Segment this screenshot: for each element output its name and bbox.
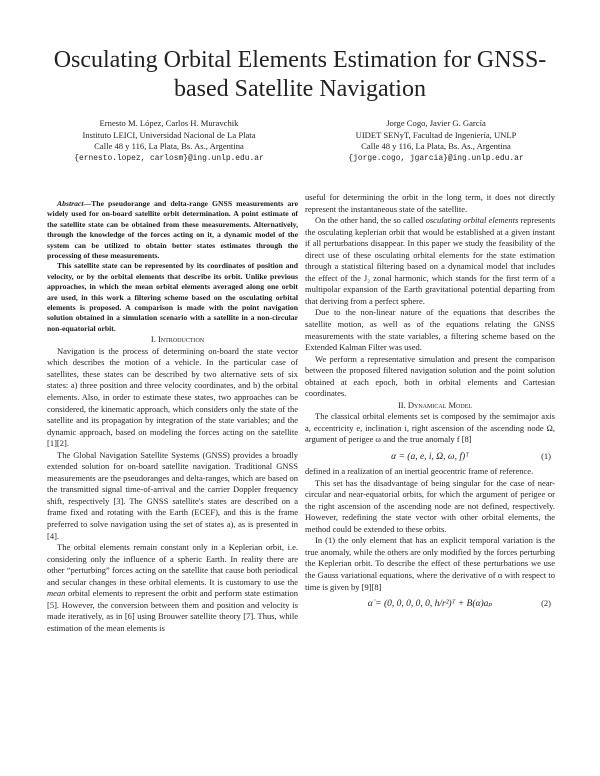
intro-paragraph-4 bbox=[305, 215, 555, 307]
model-paragraph-4: In (1) the only element that has an explicit temporal variation is the true anomaly, while the others are only modified by the forces perturbing the Keplerian orbit. To describe the effect of these perturbations we use the Gauss variational equations, where the derivative of α with respect to time is given by [9][8] bbox=[305, 535, 555, 592]
intro-paragraph-2: The Global Navigation Satellite Systems (GNSS) provides a broadly extended solution for on-board satellite navigation. Traditional GNSS measurements are the pseudoranges and delta-ranges, which are based on the transmitted signal time-of-arrival and the carrier Doppler frequency shift, respectively [3]. The GNSS satellite's states are described on a frame fixed and rotating with the Earth (ECEF), and this is the frame preferred to solve navigation using the set of states a), as is presented in [4]. bbox=[47, 449, 298, 541]
abstract-lead: Abstract bbox=[57, 199, 84, 208]
right-column bbox=[305, 192, 555, 613]
abstract-paragraph-1 bbox=[47, 199, 298, 261]
equation-2 bbox=[305, 593, 555, 613]
intro-emphasis-mean: mean bbox=[47, 588, 66, 599]
intro-paragraph-1: Navigation is the process of determining on-board the state vector which describes the motion of a vehicle. In the particular case of satellites, these states can be described by two alternative sets of six states: a) three position and three velocity coordinates, and b) the orbital elements. Also, in order to estimate these states, two approaches can be considered, the kinematic approach, which considers only the state of the satellite and its propagation by integration of the state variables; and the dynamic approach, based on modeling the forces acting on the satellite [1][2]. bbox=[47, 345, 298, 449]
section-heading-dynamical-model: II. Dynamical Model bbox=[397, 399, 473, 410]
intro-paragraph-5: Due to the non-linear nature of the equations that describes the satellite motion, as well as of the equations relating the GNSS measurements with the state variables, a filtering scheme based on the Extended Kalman Filter was used. bbox=[305, 307, 555, 353]
author-email: {jorge.cogo, jgarcia}@ing.unlp.edu.ar bbox=[348, 153, 524, 163]
intro-text-4a: On the other hand, the so called bbox=[315, 215, 426, 226]
model-paragraph-2: defined in a realization of an inertial geocentric frame of reference. bbox=[305, 466, 534, 477]
paper-title: Osculating Orbital Elements Estimation for GNSS-based Satellite Navigation bbox=[53, 47, 547, 102]
equation-2-number: (2) bbox=[541, 598, 551, 609]
left-column bbox=[47, 199, 298, 635]
author-names: Jorge Cogo, Javier G. García bbox=[386, 118, 486, 128]
model-paragraph-3: This set has the disadvantage of being singular for the case of near-circular and near-equatorial orbits, for which the argument of perigee or the right ascension of the ascending node are not defined, respectively. However, redefining the state vector with other orbital elements, the method could be extended to these orbits. bbox=[305, 477, 555, 534]
intro-text-4b: represents the osculating keplerian orbit that would be established at a given instant if all perturbations disappear. In this paper we study the feasibility of the direct use of these osculating orbital elements for the state estimation through a statistical filtering based on a dynamical model that includes the effect of the J₂ zonal harmonic, which stands for the first term of a multipolar expansion of the Earth gravitational potential departing from that deriving from a perfect sphere. bbox=[305, 215, 555, 306]
equation-1 bbox=[305, 446, 555, 466]
section-heading-introduction: I. Introduction bbox=[150, 334, 205, 345]
author-affiliation: Instituto LEICI, Universidad Nacional de La Plata bbox=[82, 129, 256, 140]
intro-continued: useful for determining the orbit in the long term, it does not directly represent the instantaneous state of the satellite. bbox=[305, 192, 555, 214]
intro-text-3a: The orbital elements remain constant only in a Keplerian orbit, i.e. considering only the influence of a spheric Earth. In reality there are other “perturbing” forces acting on the satellite that cause both periodical and secular changes in these orbital elements. It is customary to use the bbox=[47, 542, 298, 587]
intro-emphasis-osculating: osculating orbital elements bbox=[425, 215, 519, 226]
author-address: Calle 48 y 116, La Plata, Bs. As., Argentina bbox=[94, 141, 244, 152]
abstract-text-1: —The pseudorange and delta-range GNSS measurements are widely used for on-board satellite orbit determination. A point estimate of the satellite state can be obtained from these measurements. Alternatively, through the knowledge of the forces acting on it, a dynamic model of the system can be utilized to obtain better states estimates through the processing of these measurements. bbox=[47, 199, 298, 261]
intro-text-3b: orbital elements to represent the orbit and perform state estimation [5]. However, the conversion between them and position and velocity is made iteratively, as in [6] using Brouwer satellite theory [7]. Thus, while estimation of the mean elements is bbox=[47, 588, 298, 633]
equation-2-body: α̇ = (0, 0, 0, 0, 0, h/r²)ᵀ + B(α)aₚ bbox=[367, 599, 493, 610]
equation-1-body: α = (a, e, i, Ω, ω, f)ᵀ bbox=[391, 452, 469, 463]
abstract-paragraph-2: This satellite state can be represented by its coordinates of position and velocity, or by the orbital elements that describe its orbit. Unlike previous approaches, in which the mean orbital elements averaged along one orbit are used, in this work a filtering scheme based on the osculating orbital elements is proposed. A comparison is made with the point navigation solution obtained in a simulation scenario with a satellite in a non-circular non-equatorial orbit. bbox=[47, 261, 298, 333]
author-address: Calle 48 y 116, La Plata, Bs. As., Argentina bbox=[361, 141, 511, 152]
author-block-1 bbox=[38, 118, 300, 164]
author-email: {ernesto.lopez, carlosm}@ing.unlp.edu.ar bbox=[74, 153, 264, 163]
model-paragraph-1: The classical orbital elements set is composed by the semimajor axis a, eccentricity e, inclination i, right ascension of the ascending node Ω, argument of perigee ω and the true anomaly f [8] bbox=[305, 411, 555, 445]
author-affiliation: UIDET SENyT, Facultad de Ingeniería, UNLP bbox=[355, 129, 517, 140]
author-block-2 bbox=[306, 118, 566, 164]
intro-paragraph-6: We perform a representative simulation and present the comparison between the proposed filtered navigation solution and the point solution obtained at each epoch, both in orbital elements and Cartesian coordinates. bbox=[305, 353, 555, 399]
intro-paragraph-3 bbox=[47, 542, 298, 634]
author-names: Ernesto M. López, Carlos H. Muravchik bbox=[99, 118, 239, 128]
equation-1-number: (1) bbox=[541, 451, 551, 462]
